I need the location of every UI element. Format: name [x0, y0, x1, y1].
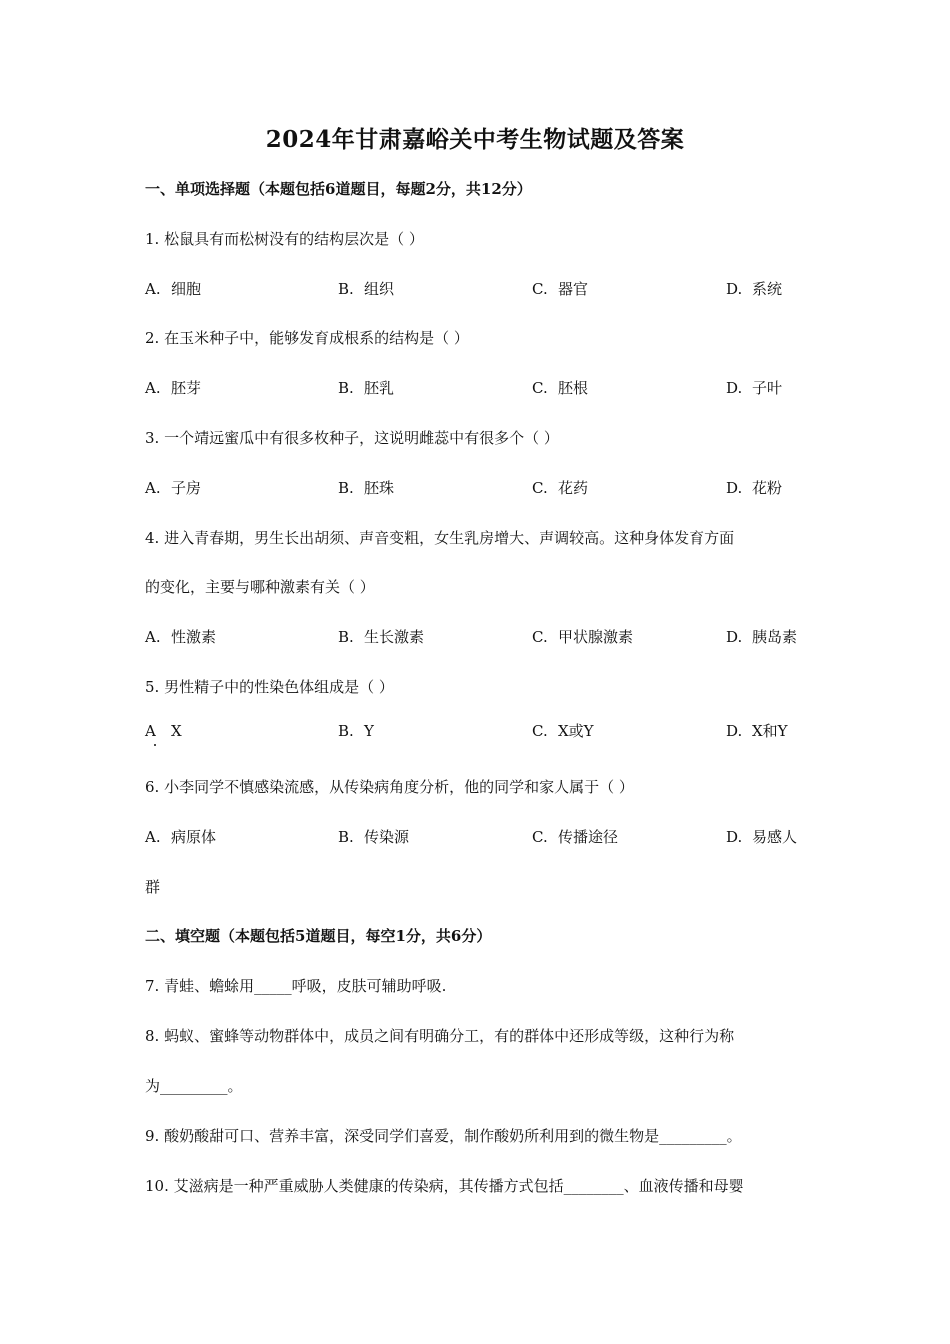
q3-option-d: D. 花粉: [726, 479, 783, 497]
q4-option-c: C. 甲状腺激素: [532, 628, 634, 646]
q6-option-d-wrap: 群: [145, 878, 161, 896]
question-4-continued: 的变化，主要与哪种激素有关（ ）: [145, 578, 375, 596]
q6-option-c: C. 传播途径: [532, 828, 619, 846]
question-8-continued: 为_________。: [145, 1077, 243, 1095]
section-heading-fill-blank: 二、填空题（本题包括5道题目，每空1分，共6分）: [145, 927, 492, 945]
question-6: 6. 小李同学不慎感染流感，从传染病角度分析，他的同学和家人属于（ ）: [145, 778, 634, 796]
question-7: 7. 青蛙、蟾蜍用_____呼吸，皮肤可辅助呼吸.: [145, 977, 447, 995]
q4-option-a: A. 性激素: [145, 628, 217, 646]
question-4: 4. 进入青春期，男生长出胡须、声音变粗，女生乳房增大、声调较高。这种身体发育方面: [145, 529, 735, 547]
document-title: 2024年甘肃嘉峪关中考生物试题及答案: [265, 126, 685, 153]
q2-option-a: A. 胚芽: [145, 379, 202, 397]
q6-option-a: A. 病原体: [145, 828, 217, 846]
question-10: 10. 艾滋病是一种严重威胁人类健康的传染病，其传播方式包括________、血液传播和母婴: [145, 1177, 744, 1195]
q5-option-d: D. X和Y: [726, 722, 788, 740]
q6-option-d: D. 易感人: [726, 828, 798, 846]
q5-option-a: A X: [145, 722, 182, 740]
question-5: 5. 男性精子中的性染色体组成是（ ）: [145, 678, 394, 696]
q4-option-d: D. 胰岛素: [726, 628, 798, 646]
section-heading-choice: 一、单项选择题（本题包括6道题目，每题2分，共12分）: [145, 180, 532, 198]
q2-option-b: B. 胚乳: [338, 379, 395, 397]
q1-option-c: C. 器官: [532, 280, 589, 298]
stray-period-mark: [154, 744, 156, 746]
q1-option-d: D. 系统: [726, 280, 783, 298]
q3-option-a: A. 子房: [145, 479, 202, 497]
question-9: 9. 酸奶酸甜可口、营养丰富，深受同学们喜爱，制作酸奶所利用到的微生物是_________。: [145, 1127, 742, 1145]
question-2: 2. 在玉米种子中，能够发育成根系的结构是（ ）: [145, 329, 469, 347]
q2-option-d: D. 子叶: [726, 379, 783, 397]
q1-option-b: B. 组织: [338, 280, 395, 298]
question-8: 8. 蚂蚁、蜜蜂等动物群体中，成员之间有明确分工，有的群体中还形成等级，这种行为称: [145, 1027, 735, 1045]
q5-option-b: B. Y: [338, 722, 374, 740]
question-3: 3. 一个靖远蜜瓜中有很多枚种子，这说明雌蕊中有很多个（ ）: [145, 429, 559, 447]
q2-option-c: C. 胚根: [532, 379, 589, 397]
q3-option-c: C. 花药: [532, 479, 589, 497]
q5-option-c: C. X或Y: [532, 722, 594, 740]
q1-option-a: A. 细胞: [145, 280, 202, 298]
q3-option-b: B. 胚珠: [338, 479, 395, 497]
q6-option-b: B. 传染源: [338, 828, 410, 846]
question-1: 1. 松鼠具有而松树没有的结构层次是（ ）: [145, 230, 424, 248]
q4-option-b: B. 生长激素: [338, 628, 425, 646]
